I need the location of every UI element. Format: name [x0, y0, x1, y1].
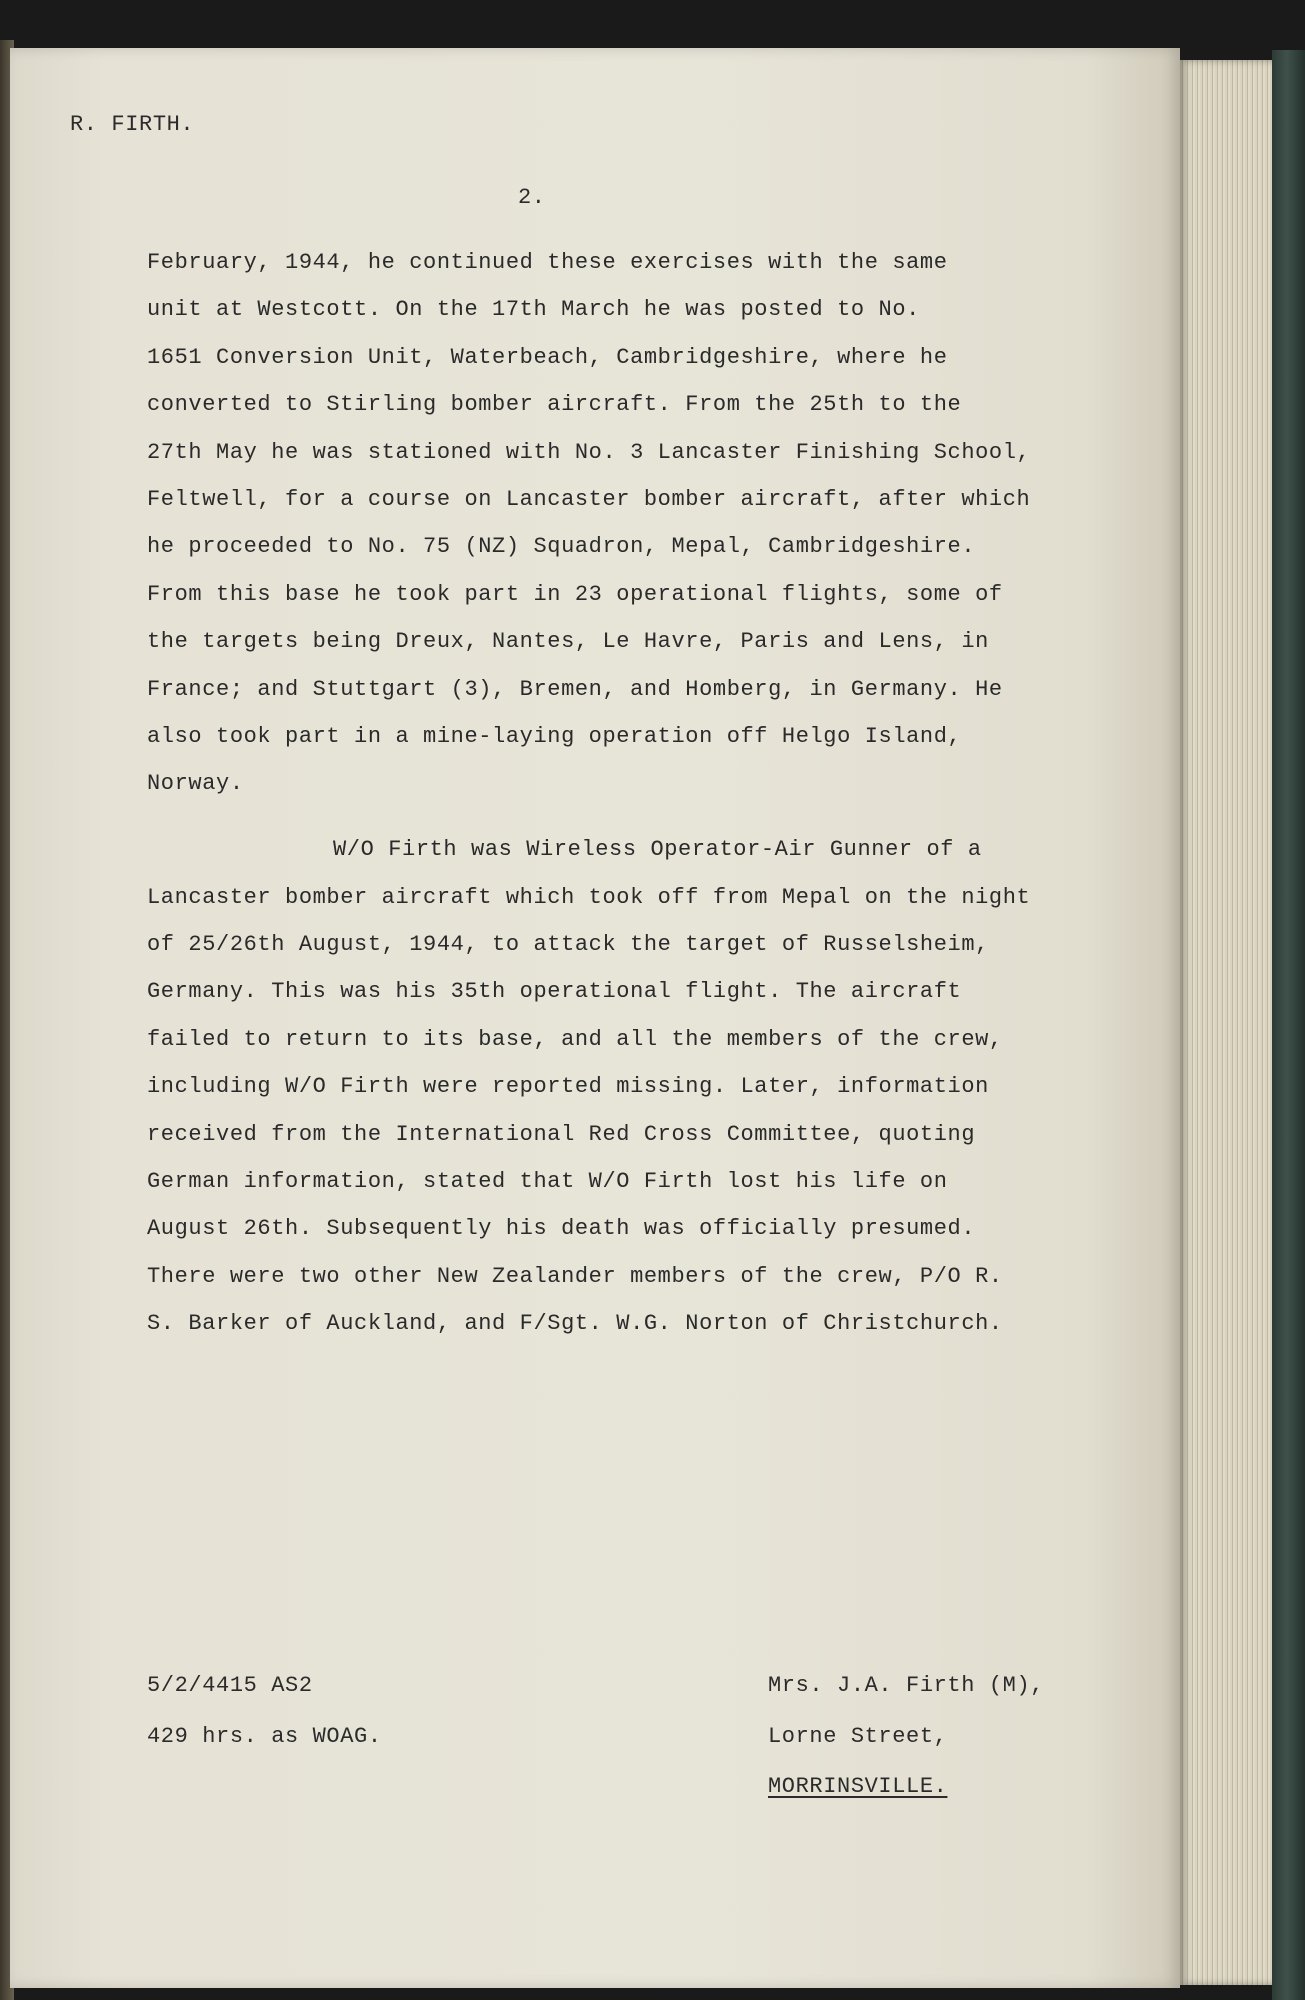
body-line: 1651 Conversion Unit, Waterbeach, Cambridgeshire, where he	[147, 344, 948, 370]
body-line: he proceeded to No. 75 (NZ) Squadron, Mepal, Cambridgeshire.	[147, 534, 976, 560]
body-line: German information, stated that W/O Firth lost his life on	[147, 1169, 948, 1195]
body-line: February, 1944, he continued these exercises with the same	[147, 250, 948, 275]
body-line: 27th May he was stationed with No. 3 Lancaster Finishing School,	[147, 439, 1031, 465]
body-line: S. Barker of Auckland, and F/Sgt. W.G. Norton of Christchurch.	[147, 1311, 1003, 1337]
file-reference: 5/2/4415 AS2	[147, 1673, 313, 1698]
body-line: Feltwell, for a course on Lancaster bomber aircraft, after which	[147, 486, 1031, 512]
page-number: 2.	[518, 185, 546, 210]
body-line: France; and Stuttgart (3), Bremen, and Homberg, in Germany. He	[147, 676, 1003, 702]
body-line: Germany. This was his 35th operational flight. The aircraft	[147, 979, 962, 1005]
book-cover-edge	[1272, 50, 1305, 2000]
address-town: MORRINSVILLE.	[768, 1774, 948, 1799]
body-line: W/O Firth was Wireless Operator-Air Gunner of a	[333, 837, 982, 863]
body-line: received from the International Red Cross Committee, quoting	[147, 1121, 976, 1147]
body-text	[147, 248, 1030, 1357]
subject-name-header: R. FIRTH.	[70, 112, 195, 137]
body-line: unit at Westcott. On the 17th March he was posted to No.	[147, 297, 920, 323]
page-stack-edge	[1180, 60, 1275, 1985]
address-street: Lorne Street,	[768, 1724, 948, 1749]
flying-hours: 429 hrs. as WOAG.	[147, 1724, 382, 1749]
body-line: There were two other New Zealander members of the crew, P/O R.	[147, 1263, 1003, 1289]
body-line: including W/O Firth were reported missing. Later, information	[147, 1074, 989, 1100]
body-line: of 25/26th August, 1944, to attack the target of Russelsheim,	[147, 932, 989, 958]
body-line: Lancaster bomber aircraft which took off from Mepal on the night	[147, 884, 1031, 910]
body-line: From this base he took part in 23 operational flights, some of	[147, 581, 1003, 607]
body-line: August 26th. Subsequently his death was officially presumed.	[147, 1216, 976, 1242]
body-line: the targets being Dreux, Nantes, Le Havre, Paris and Lens, in	[147, 629, 989, 655]
body-line: Norway.	[147, 771, 244, 797]
body-line: converted to Stirling bomber aircraft. From the 25th to the	[147, 392, 962, 418]
body-line: failed to return to its base, and all the members of the crew,	[147, 1026, 1003, 1052]
next-of-kin-name: Mrs. J.A. Firth (M),	[768, 1673, 1045, 1698]
body-line: also took part in a mine-laying operation off Helgo Island,	[147, 723, 962, 749]
